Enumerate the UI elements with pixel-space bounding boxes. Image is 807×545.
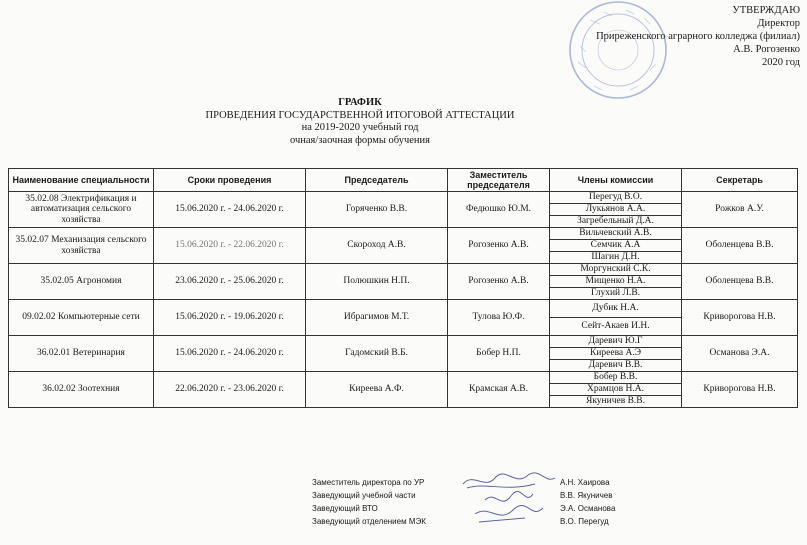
col-deputy: Заместитель председателя bbox=[448, 169, 550, 192]
member-cell: Сейт-Акаев И.Н. bbox=[550, 318, 682, 336]
signature-row bbox=[312, 478, 642, 491]
member-cell: Семчик А.А bbox=[550, 240, 682, 252]
specialty-cell: 35.02.07 Механизация сельского хозяйства bbox=[9, 228, 154, 264]
chair-cell: Ибрагимов М.Т. bbox=[306, 300, 448, 336]
approval-block bbox=[560, 4, 800, 69]
dates-cell: 15.06.2020 г. - 19.06.2020 г. bbox=[154, 300, 306, 336]
academic-year: на 2019-2020 учебный год bbox=[301, 122, 419, 133]
col-chair: Председатель bbox=[306, 169, 448, 192]
table-row bbox=[9, 264, 798, 276]
member-cell: Перегуд В.О. bbox=[550, 192, 682, 204]
specialty-cell: 09.02.02 Компьютерные сети bbox=[9, 300, 154, 336]
study-form: очная/заочная формы обучения bbox=[289, 134, 430, 146]
approval-line-5: 2020 год bbox=[762, 57, 800, 68]
chair-cell: Скороход А.В. bbox=[306, 228, 448, 264]
member-cell: Киреева А.Э bbox=[550, 348, 682, 360]
signature-row bbox=[312, 491, 642, 504]
signature-name: В.В. Якуничев bbox=[560, 491, 613, 500]
signature-block bbox=[312, 478, 642, 530]
specialty-cell: 36.02.01 Ветеринария bbox=[9, 336, 154, 372]
signature-name: А.Н. Хаирова bbox=[560, 478, 610, 487]
signature-row bbox=[312, 517, 642, 530]
secretary-cell: Криворогова Н.В. bbox=[682, 372, 798, 408]
specialty-cell: 35.02.05 Агрономия bbox=[9, 264, 154, 300]
secretary-cell: Оболенцева В.В. bbox=[682, 264, 798, 300]
signature-position: Заведующий учебной части bbox=[312, 491, 416, 500]
signature-position: Заместитель директора по УР bbox=[312, 478, 425, 487]
table-header-row bbox=[9, 169, 798, 192]
signature-position: Заведующий отделением МЭК bbox=[312, 517, 426, 526]
member-cell: Шагин Д.Н. bbox=[550, 252, 682, 264]
deputy-cell: Федюшко Ю.М. bbox=[448, 192, 550, 228]
specialty-cell: 36.02.02 Зоотехния bbox=[9, 372, 154, 408]
signature-row bbox=[312, 504, 642, 517]
secretary-cell: Османова Э.А. bbox=[682, 336, 798, 372]
member-cell: Якуничев В.В. bbox=[550, 396, 682, 408]
approval-line-1: УТВЕРЖДАЮ bbox=[732, 5, 800, 16]
member-cell: Лукьянов А.А. bbox=[550, 204, 682, 216]
member-cell: Моргунский С.К. bbox=[550, 264, 682, 276]
chair-cell: Киреева А.Ф. bbox=[306, 372, 448, 408]
deputy-cell: Тулова Ю.Ф. bbox=[448, 300, 550, 336]
member-cell: Бобер В.В. bbox=[550, 372, 682, 384]
chair-cell: Гадомский В.Б. bbox=[306, 336, 448, 372]
member-cell: Вильчевский А.В. bbox=[550, 228, 682, 240]
dates-cell: 15.06.2020 г. - 24.06.2020 г. bbox=[154, 192, 306, 228]
chair-cell: Полюшкин Н.П. bbox=[306, 264, 448, 300]
schedule-table bbox=[8, 168, 798, 408]
member-cell: Глухий Л.В. bbox=[550, 288, 682, 300]
member-cell: Загребельный Д.А. bbox=[550, 216, 682, 228]
document-subtitle: ПРОВЕДЕНИЯ ГОСУДАРСТВЕННОЙ ИТОГОВОЙ АТТЕСТАЦИИ bbox=[205, 109, 515, 121]
member-cell: Храмцов Н.А. bbox=[550, 384, 682, 396]
member-cell: Мищенко Н.А. bbox=[550, 276, 682, 288]
document-heading bbox=[150, 97, 570, 147]
chair-cell: Горяченко В.В. bbox=[306, 192, 448, 228]
approval-line-4: А.В. Рогозенко bbox=[733, 44, 800, 55]
signature-name: В.О. Перегуд bbox=[560, 517, 609, 526]
signature-position: Заведующий ВТО bbox=[312, 504, 378, 513]
dates-cell: 15.06.2020 г. - 24.06.2020 г. bbox=[154, 336, 306, 372]
specialty-cell: 35.02.08 Электрификация и автоматизация сельского хозяйства bbox=[9, 192, 154, 228]
table-row bbox=[9, 228, 798, 240]
dates-cell: 23.06.2020 г. - 25.06.2020 г. bbox=[154, 264, 306, 300]
table-row bbox=[9, 192, 798, 204]
dates-cell: 15.06.2020 г. - 22.06.2020 г. bbox=[154, 228, 306, 264]
document-title: ГРАФИК bbox=[338, 97, 382, 108]
table-row bbox=[9, 336, 798, 348]
table-row bbox=[9, 300, 798, 318]
approval-line-2: Директор bbox=[757, 18, 800, 29]
col-members: Члены комиссии bbox=[550, 169, 682, 192]
dates-cell: 22.06.2020 г. - 23.06.2020 г. bbox=[154, 372, 306, 408]
member-cell: Дубик Н.А. bbox=[550, 300, 682, 318]
col-specialty: Наименование специальности bbox=[9, 169, 154, 192]
deputy-cell: Бобер Н.П. bbox=[448, 336, 550, 372]
secretary-cell: Оболенцева В.В. bbox=[682, 228, 798, 264]
deputy-cell: Крамская А.В. bbox=[448, 372, 550, 408]
signature-name: Э.А. Османова bbox=[560, 504, 616, 513]
approval-line-3: Приреженского аграрного колледжа (филиал) bbox=[596, 31, 800, 42]
deputy-cell: Рогозенко А.В. bbox=[448, 228, 550, 264]
secretary-cell: Криворогова Н.В. bbox=[682, 300, 798, 336]
deputy-cell: Рогозенко А.В. bbox=[448, 264, 550, 300]
member-cell: Даревич Ю.Г bbox=[550, 336, 682, 348]
col-dates: Сроки проведения bbox=[154, 169, 306, 192]
secretary-cell: Рожков А.У. bbox=[682, 192, 798, 228]
col-secretary: Секретарь bbox=[682, 169, 798, 192]
member-cell: Даревич В.В. bbox=[550, 360, 682, 372]
table-row bbox=[9, 372, 798, 384]
